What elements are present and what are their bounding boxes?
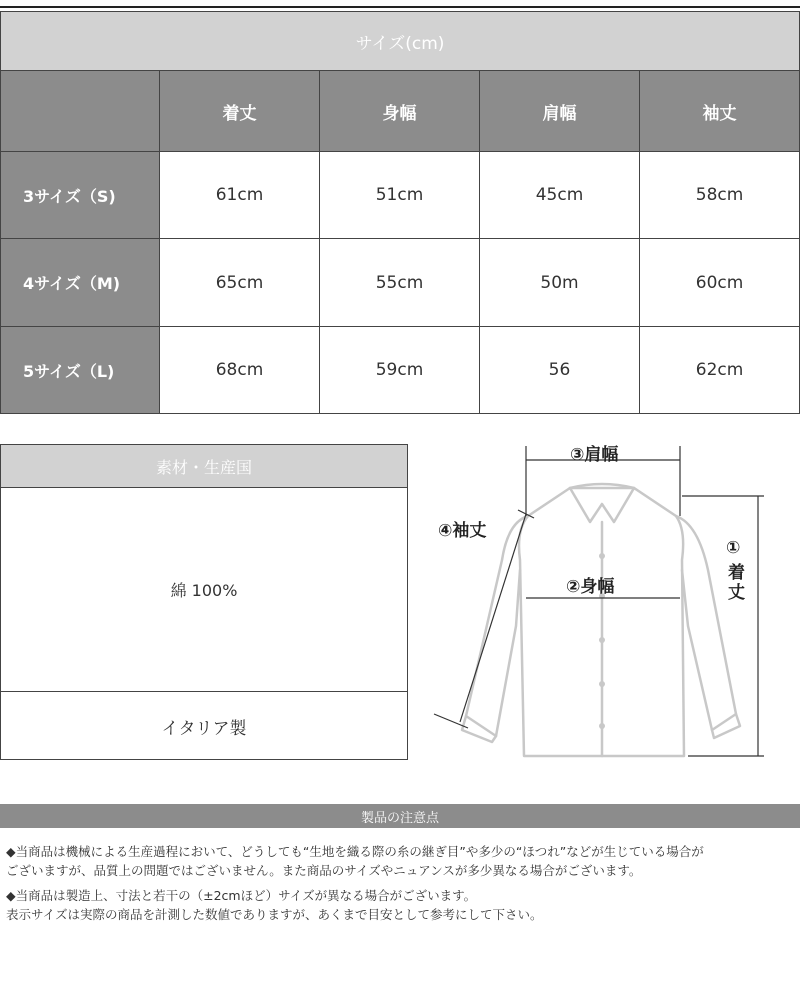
product-notes (6, 842, 796, 930)
table-cell: 61cm (160, 152, 320, 239)
note-2-line-2: 表示サイズは実際の商品を計測した数値でありますが、あくまで目安として参考にして下さい。 (6, 907, 543, 922)
table-cell: 68cm (160, 327, 320, 414)
table-row (1, 327, 800, 414)
label-body-width: ②身幅 (566, 577, 615, 597)
table-cell: 60cm (640, 239, 800, 327)
material-box (0, 444, 408, 760)
corner-cell (1, 71, 160, 152)
material-title: 素材・生産国 (1, 445, 407, 488)
note-2-line-1: ◆当商品は製造上、寸法と若干の（±2cmほど）サイズが異なる場合がございます。 (6, 888, 477, 903)
row-label-size-m: 4サイズ（M) (1, 239, 160, 327)
material-origin: イタリア製 (161, 718, 247, 739)
table-cell: 65cm (160, 239, 320, 327)
table-cell: 50m (480, 239, 640, 327)
size-table-caption: サイズ(cm) (1, 12, 800, 71)
label-length-number: ① (726, 538, 741, 558)
label-sleeve-length: ④袖丈 (438, 521, 487, 541)
row-label-size-l: 5サイズ（L) (1, 327, 160, 414)
column-header-length: 着丈 (160, 71, 320, 152)
label-length-char-2: 丈 (728, 583, 745, 603)
column-header-sleeve-length: 袖丈 (640, 71, 800, 152)
size-table (0, 11, 800, 414)
table-row (1, 152, 800, 239)
row-label-size-s: 3サイズ（S) (1, 152, 160, 239)
table-cell: 58cm (640, 152, 800, 239)
note-1-line-1: ◆当商品は機械による生産過程において、どうしても“生地を織る際の糸の継ぎ目”や多少の“ほつれ”などが生じている場合が (6, 844, 704, 859)
table-cell: 59cm (320, 327, 480, 414)
note-1-line-2: ございますが、品質上の問題ではございません。また商品のサイズやニュアンスが多少異なる場合がございます。 (6, 863, 642, 878)
column-header-shoulder-width: 肩幅 (480, 71, 640, 152)
table-cell: 51cm (320, 152, 480, 239)
column-header-body-width: 身幅 (320, 71, 480, 152)
shirt-measurement-diagram (420, 430, 800, 770)
label-length-char-1: 着 (728, 563, 745, 583)
table-cell: 55cm (320, 239, 480, 327)
label-shoulder-width: ③肩幅 (570, 445, 619, 465)
material-fabric: 綿 100% (1, 488, 407, 692)
table-cell: 45cm (480, 152, 640, 239)
top-divider (0, 6, 800, 8)
notes-title: 製品の注意点 (0, 804, 800, 828)
table-cell: 62cm (640, 327, 800, 414)
table-row (1, 239, 800, 327)
table-cell: 56 (480, 327, 640, 414)
